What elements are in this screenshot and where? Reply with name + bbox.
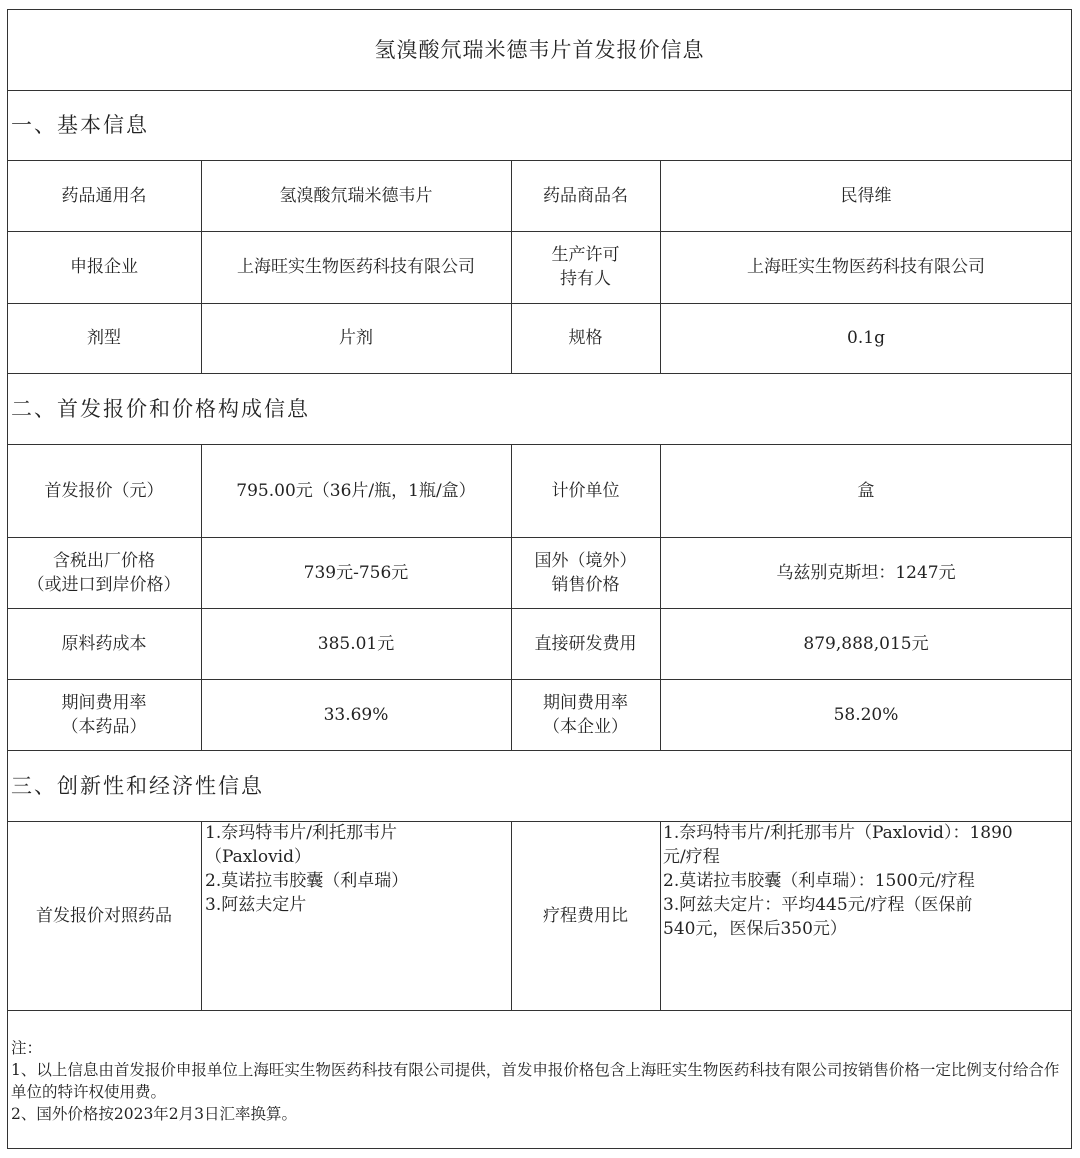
note-line-1: 1、以上信息由首发报价申报单位上海旺实生物医药科技有限公司提供，首发申报价格包含上海旺实生物医药科技有限公司按销售价格一定比例支付给合作单位的特许权使用费。 <box>11 1061 1060 1101</box>
api-cost-value: 385.01元 <box>317 633 395 654</box>
comparator-line: 2.莫诺拉韦胶囊（利卓瑞） <box>205 871 409 891</box>
spec-value: 0.1g <box>847 328 885 348</box>
spec-label: 规格 <box>568 328 603 348</box>
foreign-label-line1: 国外（境外） <box>534 550 637 571</box>
comparator-label: 首发报价对照药品 <box>36 905 172 926</box>
applicant-value: 上海旺实生物医药科技有限公司 <box>237 257 475 277</box>
divider <box>7 1010 1072 1011</box>
launch-price-label: 首发报价（元） <box>44 480 164 501</box>
notes-heading: 注： <box>11 1039 43 1057</box>
comparator-line: （Paxlovid） <box>205 847 311 867</box>
section-heading-price: 二、首发报价和价格构成信息 <box>11 396 310 421</box>
period-drug-label-line1: 期间费用率 <box>61 692 147 713</box>
period-drug-label-line2: （本药品） <box>61 716 147 737</box>
launch-price-value: 795.00元（36片/瓶，1瓶/盒） <box>236 480 476 501</box>
course-cost-line: 3.阿兹夫定片：平均445元/疗程（医保前 <box>663 895 973 915</box>
foreign-label-line2: 销售价格 <box>551 574 620 595</box>
course-cost-line: 1.奈玛特韦片/利托那韦片（Paxlovid）：1890 <box>663 823 1013 843</box>
comparator-line: 3.阿兹夫定片 <box>205 895 307 915</box>
section-heading-innovation: 三、创新性和经济性信息 <box>11 773 264 798</box>
note-line-2: 2、国外价格按2023年2月3日汇率换算。 <box>11 1105 298 1123</box>
course-cost-line: 2.莫诺拉韦胶囊（利卓瑞）：1500元/疗程 <box>663 871 975 891</box>
pricing-unit-value: 盒 <box>857 480 875 501</box>
course-cost-label: 疗程费用比 <box>543 905 628 926</box>
pricing-unit-label: 计价单位 <box>551 480 620 501</box>
rd-cost-value: 879,888,015元 <box>803 633 929 654</box>
holder-label <box>511 231 660 303</box>
period-ent-label-line2: （本企业） <box>543 716 628 737</box>
generic-name-label: 药品通用名 <box>61 185 147 206</box>
section-heading-basic: 一、基本信息 <box>11 113 149 137</box>
holder-label-line1: 生产许可 <box>551 245 620 265</box>
dosage-form-value: 片剂 <box>339 328 373 348</box>
ex-factory-label-line2: （或进口到岸价格） <box>27 574 181 595</box>
generic-name-value: 氢溴酸氘瑞米德韦片 <box>279 185 433 206</box>
period-ent-label-line1: 期间费用率 <box>543 692 628 713</box>
ex-factory-value: 739元-756元 <box>303 562 409 583</box>
ex-factory-label <box>7 537 201 608</box>
trade-name-value: 民得维 <box>840 185 892 206</box>
course-cost-line: 540元，医保后350元） <box>663 919 847 939</box>
comparator-list <box>201 821 511 1010</box>
course-cost-line: 元/疗程 <box>663 847 720 867</box>
foreign-price-label <box>511 537 660 608</box>
comparator-line: 1.奈玛特韦片/利托那韦片 <box>205 823 397 843</box>
holder-label-line2: 持有人 <box>560 269 611 289</box>
rd-cost-label: 直接研发费用 <box>534 633 637 654</box>
api-cost-label: 原料药成本 <box>61 633 147 654</box>
holder-value: 上海旺实生物医药科技有限公司 <box>747 257 985 277</box>
period-expense-drug-label <box>7 679 201 750</box>
course-cost-list <box>660 821 1072 1010</box>
period-expense-drug-value: 33.69% <box>323 704 389 725</box>
period-expense-enterprise-label <box>511 679 660 750</box>
period-expense-enterprise-value: 58.20% <box>833 704 899 725</box>
notes <box>11 1037 1069 1125</box>
ex-factory-label-line1: 含税出厂价格 <box>53 550 155 571</box>
price-info-table <box>7 9 1072 1149</box>
trade-name-label: 药品商品名 <box>543 185 628 206</box>
page-title: 氢溴酸氘瑞米德韦片首发报价信息 <box>374 37 705 62</box>
foreign-price-value: 乌兹别克斯坦：1247元 <box>776 562 956 583</box>
applicant-label: 申报企业 <box>70 257 138 277</box>
dosage-form-label: 剂型 <box>87 328 121 348</box>
